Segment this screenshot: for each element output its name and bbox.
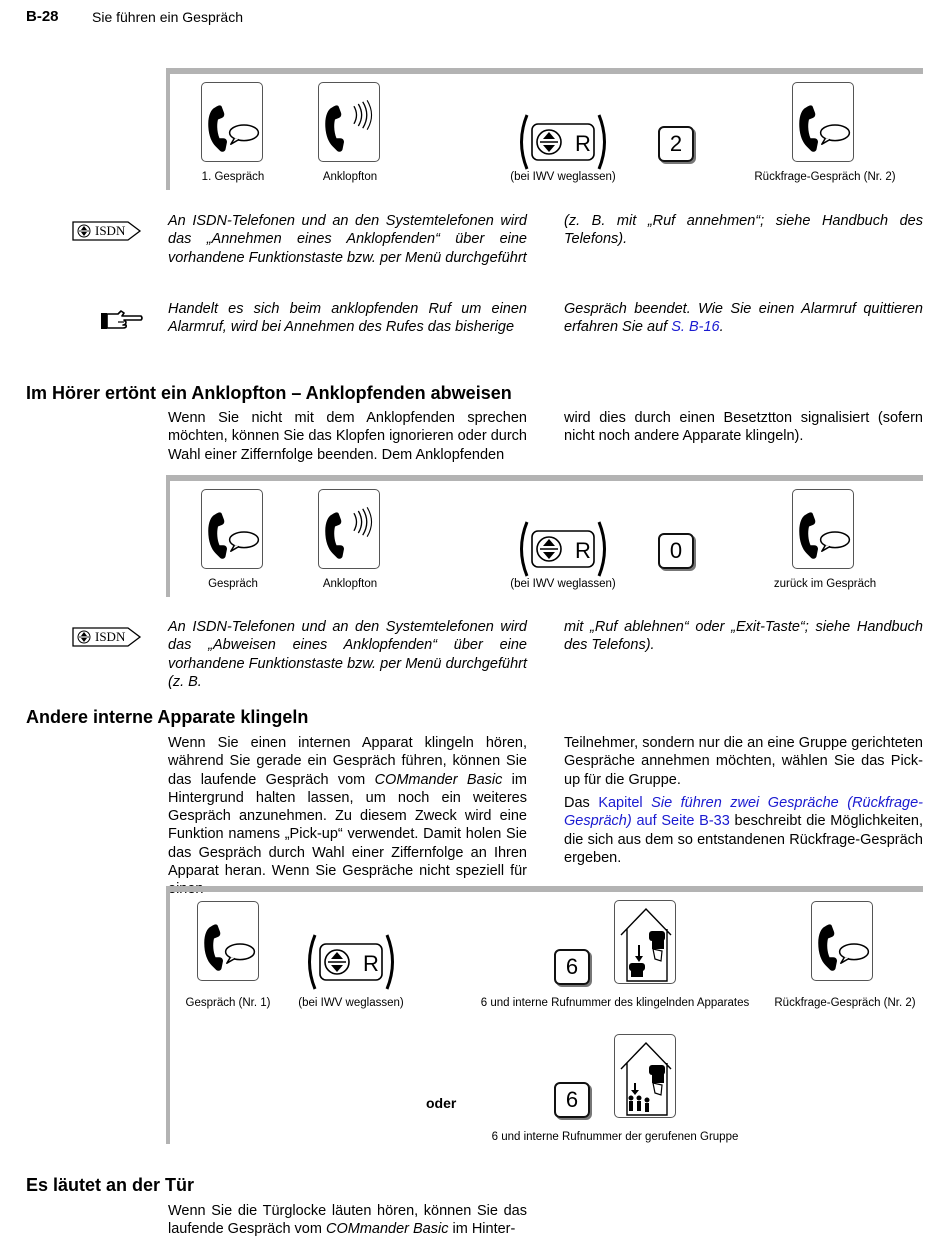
call-1-phone-icon <box>197 901 259 981</box>
alarm-note-text: Gespräch beendet. Wie Sie einen Alarmruf quittieren erfahren Sie auf <box>564 301 923 336</box>
pickup-ref-prefix: Das <box>564 795 599 811</box>
consult-phone-icon <box>792 82 854 162</box>
isdn-note-1-left: An ISDN-Telefonen und an den Systemtelefonen wird das „Annehmen eines Anklopfenden“ über eine vorhandene Funktionstaste bzw. per Menü durchgeführt <box>168 213 527 266</box>
svg-text:R: R <box>575 131 591 156</box>
instruction-box-reject <box>166 475 923 597</box>
knock-tone-phone-icon <box>318 82 380 162</box>
pickup-text-right-2 <box>564 794 923 867</box>
caption-knock-tone: Anklopfton <box>322 171 378 183</box>
door-bell-text-b: im Hinter- <box>448 1221 516 1238</box>
isdn-badge-label: ISDN <box>95 223 126 238</box>
r-key-icon <box>518 519 608 579</box>
heading-door-bell: Es läutet an der Tür <box>26 1175 195 1195</box>
brand-name: COMmander Basic <box>374 771 503 788</box>
isdn-badge-icon <box>72 626 142 648</box>
link-chapter-page: auf Seite B-33 <box>631 813 730 830</box>
caption-ringing-extension: 6 und interne Rufnummer des klingelnden Apparates <box>480 997 750 1009</box>
caption-call-1: Gespräch (Nr. 1) <box>185 997 271 1009</box>
svg-text:R: R <box>575 538 591 563</box>
isdn-note-1-right: (z. B. mit „Ruf annehmen“; siehe Handbuch des Telefons). <box>564 213 923 248</box>
consult-call-phone-icon <box>811 901 873 981</box>
link-chapter-label: Kapitel <box>598 795 652 811</box>
door-bell-text-a: Wenn Sie die Türglocke läuten hören, können Sie das laufende Gespräch vom <box>168 1203 527 1238</box>
caption-call: Gespräch <box>208 578 258 590</box>
digit-key-6-group: 6 <box>554 1082 590 1118</box>
knock-tone-phone-icon <box>318 489 380 569</box>
caption-iwv: (bei IWV weglassen) <box>298 997 404 1009</box>
isdn-badge-label: ISDN <box>95 629 126 644</box>
group-pickup-house-icon <box>614 1034 676 1118</box>
door-bell-text <box>168 1202 527 1239</box>
caption-consult-call: Rückfrage-Gespräch (Nr. 2) <box>774 997 916 1009</box>
caption-knock-tone: Anklopfton <box>322 578 378 590</box>
caption-back-in-call: zurück im Gespräch <box>773 578 877 590</box>
link-chapter-title: Sie führen zwei Gespräche (Rückfrage-Gespräch) <box>564 795 923 830</box>
digit-key-0: 0 <box>658 533 694 569</box>
pickup-house-icon <box>614 900 676 984</box>
heading-other-phones-ring: Andere interne Apparate klingeln <box>26 707 309 727</box>
digit-key-6: 6 <box>554 949 590 985</box>
pointing-hand-icon <box>100 309 144 331</box>
isdn-badge-icon <box>72 220 142 242</box>
speech-phone-icon <box>201 82 263 162</box>
reject-text-right: wird dies durch einen Besetztton signalisiert (sofern nicht noch andere Apparate klingeln). <box>564 410 923 445</box>
r-key-icon <box>518 112 608 172</box>
alarm-note-right <box>564 300 923 337</box>
pickup-text-right-1: Teilnehmer, sondern nur die an eine Gruppe gerichteten Gespräche annehmen möchten, wählen Sie das Pick-up für die Gruppe. <box>564 735 923 788</box>
reject-text-left: Wenn Sie nicht mit dem Anklopfenden sprechen möchten, können Sie das Klopfen ignorieren oder durch Wahl einer Ziffernfolge beenden. Dem Anklopfenden <box>168 410 527 463</box>
brand-name: COMmander Basic <box>325 1221 449 1238</box>
caption-iwv: (bei IWV weglassen) <box>510 171 616 183</box>
pickup-text-a: Wenn Sie einen internen Apparat klingeln hören, während Sie gerade ein Gespräch führen, können Sie das laufende Gespräch vom <box>168 735 527 788</box>
caption-group-number: 6 und interne Rufnummer der gerufenen Gruppe <box>491 1131 739 1143</box>
digit-key-2: 2 <box>658 126 694 162</box>
pickup-text-left <box>168 734 527 899</box>
caption-consult-call: Rückfrage-Gespräch (Nr. 2) <box>754 171 896 183</box>
caption-iwv: (bei IWV weglassen) <box>510 578 616 590</box>
pickup-text-b: im Hintergrund halten lassen, um noch ein weiteres Gespräch anzunehmen. Zu diesem Zweck wird eine Funktion namens „Pick-up“ verwendet. Damit holen Sie das Gespräch durch Wahl einer Ziffernfolge an Ihren Apparat heran. Wenn Sie Gespräche nicht speziell für einen <box>168 771 527 898</box>
speech-phone-icon <box>201 489 263 569</box>
r-key-icon <box>306 932 396 992</box>
back-in-call-phone-icon <box>792 489 854 569</box>
isdn-note-2-right: mit „Ruf ablehnen“ oder „Exit-Taste“; siehe Handbuch des Telefons). <box>564 619 923 654</box>
instruction-box-pickup <box>166 886 923 1144</box>
isdn-note-2-left: An ISDN-Telefonen und an den Systemtelefonen wird das „Abweisen eines Anklopfenden“ über eine vorhandene Funktionstaste bzw. per Menü durchgeführt (z. B. <box>168 619 527 690</box>
page-number: B-28 <box>26 8 59 25</box>
alarm-note-end: . <box>719 319 724 336</box>
section-title: Sie führen ein Gespräch <box>92 9 243 25</box>
pickup-ref-suffix: beschreibt die Möglichkeiten, die sich aus dem so entstandenen Rückfrage-Gespräch ergeben. <box>564 813 923 866</box>
alarm-note-left: Handelt es sich beim anklopfenden Ruf um einen Alarmruf, wird bei Annehmen des Rufes das bisherige <box>168 301 527 336</box>
caption-first-call: 1. Gespräch <box>201 171 265 183</box>
heading-reject-knock: Im Hörer ertönt ein Anklopfton – Anklopfenden abweisen <box>26 383 512 403</box>
or-label: oder <box>426 1095 457 1111</box>
link-page-b16[interactable]: S. B-16 <box>671 319 720 336</box>
instruction-box-accept <box>166 68 923 190</box>
svg-text:R: R <box>363 951 379 976</box>
